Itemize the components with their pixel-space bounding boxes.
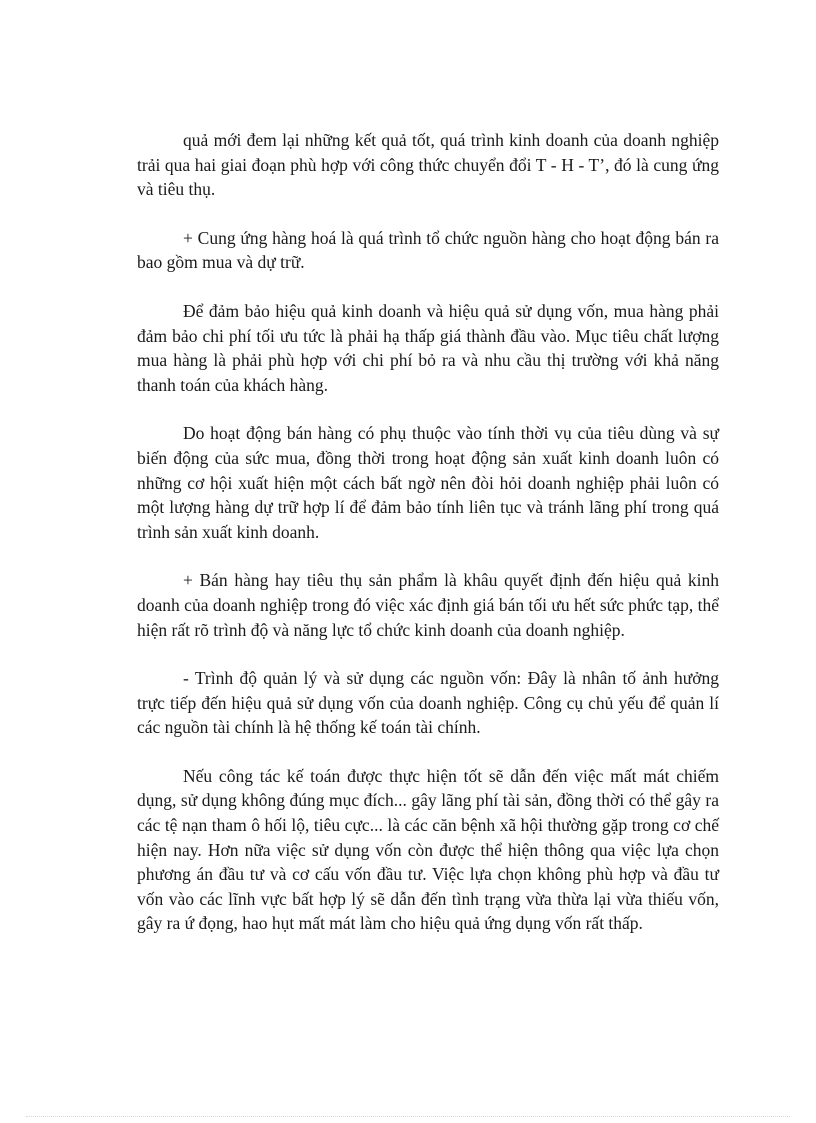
paragraph-3: Để đảm bảo hiệu quả kinh doanh và hiệu quả sử dụng vốn, mua hàng phải đảm bảo chi phí tối ưu tức là phải hạ thấp giá thành đầu vào. Mục tiêu chất lượng mua hàng là phải phù hợp với chi phí bỏ ra và nhu cầu thị trường với khả năng thanh toán của khách hàng. xyxy=(137,300,719,395)
page-bottom-divider xyxy=(26,1116,790,1117)
paragraph-5: + Bán hàng hay tiêu thụ sản phẩm là khâu quyết định đến hiệu quả kinh doanh của doanh nghiệp trong đó việc xác định giá bán tối ưu hết sức phức tạp, thể hiện rất rõ trình độ và năng lực tổ chức kinh doanh của doanh nghiệp. xyxy=(137,570,719,640)
paragraph-4: Do hoạt động bán hàng có phụ thuộc vào tính thời vụ của tiêu dùng và sự biến động của sức mua, đồng thời trong hoạt động sản xuất kinh doanh luôn có những cơ hội xuất hiện một cách bất ngờ nên đòi hỏi doanh nghiệp phải luôn có một lượng hàng dự trữ hợp lí để đảm bảo tính liên tục và tránh lãng phí trong quá trình sản xuất kinh doanh. xyxy=(137,423,719,542)
document-body xyxy=(137,128,719,960)
paragraph-6: - Trình độ quản lý và sử dụng các nguồn vốn: Đây là nhân tố ảnh hưởng trực tiếp đến hiệu quả sử dụng vốn của doanh nghiệp. Công cụ chủ yếu để quản lí các nguồn tài chính là hệ thống kế toán tài chính. xyxy=(137,668,719,738)
paragraph-2: + Cung ứng hàng hoá là quá trình tổ chức nguồn hàng cho hoạt động bán ra bao gồm mua và dự trữ. xyxy=(137,227,719,273)
paragraph-1: quả mới đem lại những kết quả tốt, quá trình kinh doanh của doanh nghiệp trải qua hai giai đoạn phù hợp với công thức chuyển đổi T - H - T’, đó là cung ứng và tiêu thụ. xyxy=(137,130,719,200)
paragraph-7: Nếu công tác kế toán được thực hiện tốt sẽ dẫn đến việc mất mát chiếm dụng, sử dụng không đúng mục đích... gây lãng phí tài sản, đồng thời có thể gây ra các tệ nạn tham ô hối lộ, tiêu cực... là các căn bệnh xã hội thường gặp trong cơ chế hiện nay. Hơn nữa việc sử dụng vốn còn được thể hiện thông qua việc lựa chọn phương án đầu tư và cơ cấu vốn đầu tư. Việc lựa chọn không phù hợp và đầu tư vốn vào các lĩnh vực bất hợp lý sẽ dẫn đến tình trạng vừa thừa lại vừa thiếu vốn, gây ra ứ đọng, hao hụt mất mát làm cho hiệu quả ứng dụng vốn rất thấp. xyxy=(137,765,719,934)
